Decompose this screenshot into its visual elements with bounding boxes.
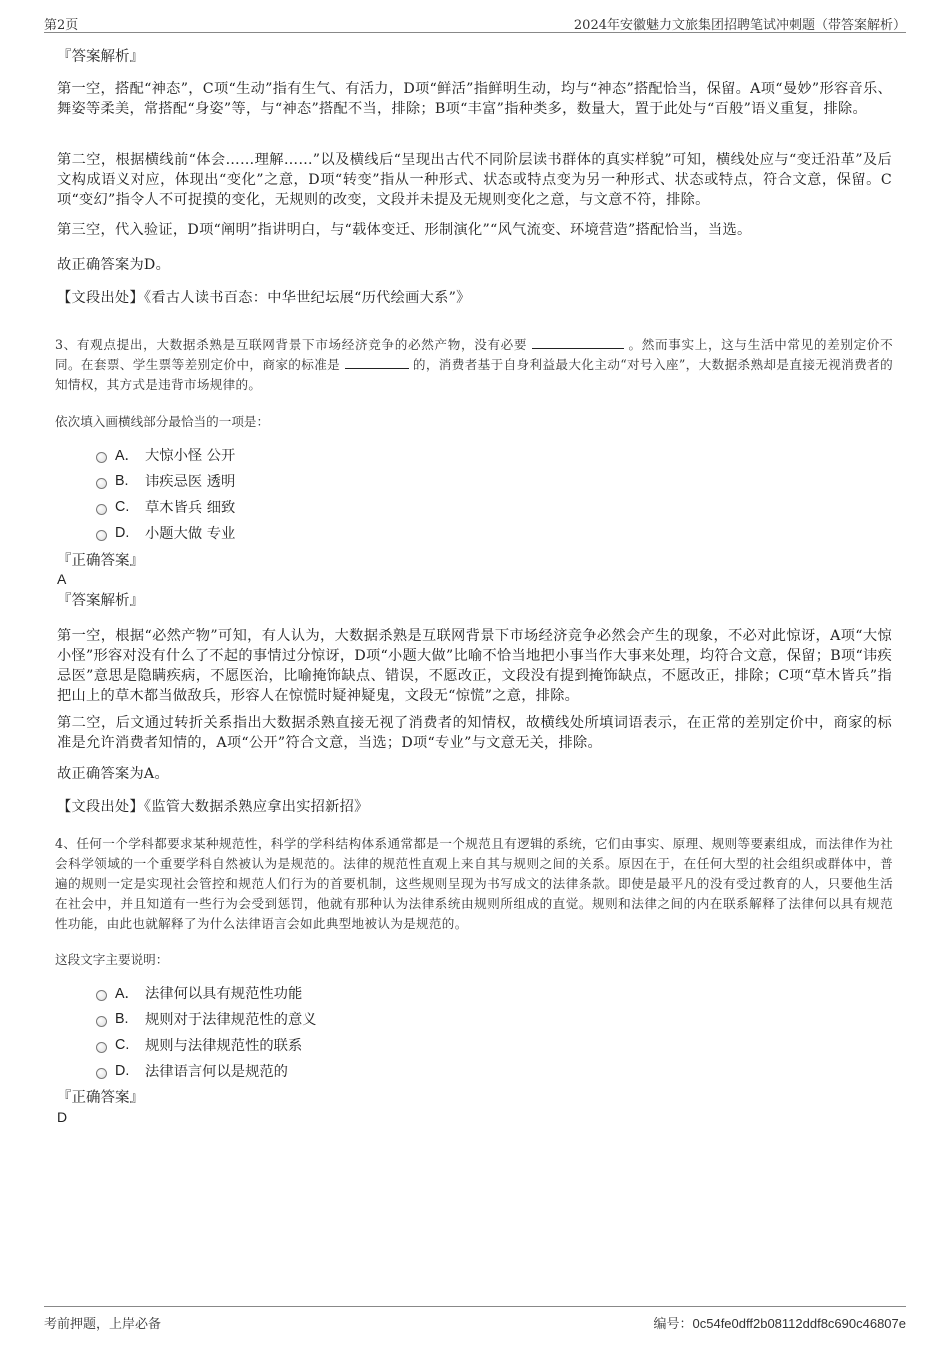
option-text: 法律何以具有规范性功能 [145, 986, 303, 1002]
option-letter: C. [115, 499, 130, 515]
analysis-heading: 『答案解析』 [57, 593, 144, 609]
document-title: 2024年安徽魅力文旅集团招聘笔试冲刺题（带答案解析） [573, 18, 906, 33]
answer-conclusion: 故正确答案为D。 [57, 257, 171, 273]
option-letter: B. [115, 473, 129, 489]
document-code-value: 0c54fe0dff2b08112ddf8c690c46807e [692, 1316, 906, 1331]
answer-blank [345, 355, 409, 369]
radio-button[interactable] [96, 478, 107, 489]
radio-button[interactable] [96, 1042, 107, 1053]
option-letter: A． [115, 986, 139, 1002]
radio-button[interactable] [96, 1016, 107, 1027]
document-code-label: 编号： [653, 1317, 693, 1332]
option-d[interactable] [96, 1061, 288, 1081]
radio-button[interactable] [96, 1068, 107, 1079]
page-number: 第2页 [44, 18, 79, 33]
option-letter: A． [115, 448, 139, 464]
answer-blank [532, 335, 624, 349]
correct-answer: A [57, 571, 67, 587]
correct-answer-heading: 『正确答案』 [57, 553, 144, 569]
question-prompt: 依次填入画横线部分最恰当的一项是： [55, 414, 270, 429]
radio-button[interactable] [96, 452, 107, 463]
question-stem-text: 3、有观点提出，大数据杀熟是互联网背景下市场经济竞争的必然产物，没有必要 [55, 337, 528, 352]
radio-button[interactable] [96, 990, 107, 1001]
analysis-paragraph: 第三空，代入验证，D项“阐明”指讲明白，与“载体变迁、形制演化”“风气流变、环境营造”搭配恰当，当选。 [57, 222, 752, 238]
question-stem-text: 。然而事实上，这与生活中常见的差别定价不同。在套票、学生票等差别定价中，商家的标准是 [55, 337, 893, 372]
footer-slogan: 考前押题，上岸必备 [44, 1317, 162, 1332]
question-stem: 4、任何一个学科都要求某种规范性，科学的学科结构体系通常都是一个规范且有逻辑的系统，它们由事实、原理、规则等要素组成，而法律作为社会科学领域的一个重要学科自然被认为是规范的。法律的规范性直观上来自其与规则之间的关系。原因在于，在任何大型的社会组织或群体中，普遍的规则一定是实现社会管控和规范人们行为的首要机制，这些规则呈现为书写成文的法律条款。即使是最平凡的没有受过教育的人，只要他生活在社会中，并且知道有一些行为会受到惩罚，他就有那种认为法律系统由规则所组成的直觉。规则和法律之间的内在联系解释了法律何以具有规范性功能，由此也就解释了为什么法律语言会如此典型地被认为是规范的。 [55, 836, 893, 931]
document-code [653, 1313, 906, 1332]
source-citation: 【文段出处】《监管大数据杀熟应拿出实招新招》 [57, 799, 369, 815]
option-text: 规则对于法律规范性的意义 [145, 1012, 317, 1028]
option-b[interactable] [96, 1009, 317, 1029]
option-b[interactable] [96, 471, 235, 491]
correct-answer-heading: 『正确答案』 [57, 1090, 144, 1106]
source-citation: 【文段出处】《看古人读书百态：中华世纪坛展“历代绘画大系”》 [57, 290, 471, 306]
analysis-paragraph: 第二空，根据横线前“体会……理解……”以及横线后“呈现出古代不同阶层读书群体的真实样貌”可知，横线处应与“变迁沿革”及后文构成语义对应，体现出“变化”之意，D项“转变”指从一种形式、状态或特点变为另一种形式、状态或特点，符合文意，保留。C项“变幻”指令人不可捉摸的变化，无规则的改变，文段并未提及无规则变化之意，与文意不符，排除。 [57, 152, 892, 208]
option-letter: D. [115, 525, 130, 541]
option-text: 讳疾忌医 透明 [145, 474, 236, 490]
option-d[interactable] [96, 523, 235, 543]
option-text: 法律语言何以是规范的 [145, 1064, 288, 1080]
option-text: 草木皆兵 细致 [145, 500, 236, 516]
question-stem-text: 的，消费者基于自身利益最大化主动“对号入座”，大数据杀熟却是直接无视消费者的知情权，其方式是违背市场规律的。 [55, 357, 893, 392]
option-text: 规则与法律规范性的联系 [145, 1038, 303, 1054]
correct-answer: D [57, 1109, 68, 1125]
option-a[interactable] [96, 983, 302, 1003]
option-a[interactable] [96, 445, 235, 465]
option-c[interactable] [96, 1035, 302, 1055]
radio-button[interactable] [96, 530, 107, 541]
answer-conclusion: 故正确答案为A。 [57, 766, 169, 782]
option-letter: D. [115, 1063, 130, 1079]
page-header [44, 12, 906, 33]
analysis-heading: 『答案解析』 [57, 49, 144, 65]
analysis-paragraph: 第一空，搭配“神态”，C项“生动”指有生气、有活力，D项“鲜活”指鲜明生动，均与“神态”搭配恰当，保留。A项“曼妙”形容音乐、舞姿等柔美，常搭配“身姿”等，与“神态”搭配不当，排除；B项“丰富”指种类多，数量大，置于此处与“百般”语义重复，排除。 [57, 81, 892, 117]
option-text: 大惊小怪 公开 [145, 448, 236, 464]
question-prompt: 这段文字主要说明： [55, 952, 169, 967]
option-letter: C. [115, 1037, 130, 1053]
question-stem [55, 335, 893, 395]
page-footer [44, 1306, 906, 1332]
analysis-paragraph: 第一空，根据“必然产物”可知，有人认为，大数据杀熟是互联网背景下市场经济竞争必然会产生的现象，不必对此惊讶，A项“大惊小怪”形容对没有什么了不起的事情过分惊讶，D项“小题大做”比喻不恰当地把小事当作大事来处理，均符合文意，保留；B项“讳疾忌医”意思是隐瞒疾病，不愿医治，比喻掩饰缺点、错误，不愿改正，文段没有提到掩饰缺点，不愿改正，排除；C项“草木皆兵”指把山上的草木都当做敌兵，形容人在惊慌时疑神疑鬼，文段无“惊慌”之意，排除。 [57, 628, 892, 704]
analysis-paragraph: 第二空，后文通过转折关系指出大数据杀熟直接无视了消费者的知情权，故横线处所填词语表示，在正常的差别定价中，商家的标准是允许消费者知情的，A项“公开”符合文意，当选；D项“专业”与文意无关，排除。 [57, 715, 892, 751]
option-text: 小题大做 专业 [145, 526, 236, 542]
radio-button[interactable] [96, 504, 107, 515]
option-c[interactable] [96, 497, 235, 517]
option-letter: B. [115, 1011, 129, 1027]
